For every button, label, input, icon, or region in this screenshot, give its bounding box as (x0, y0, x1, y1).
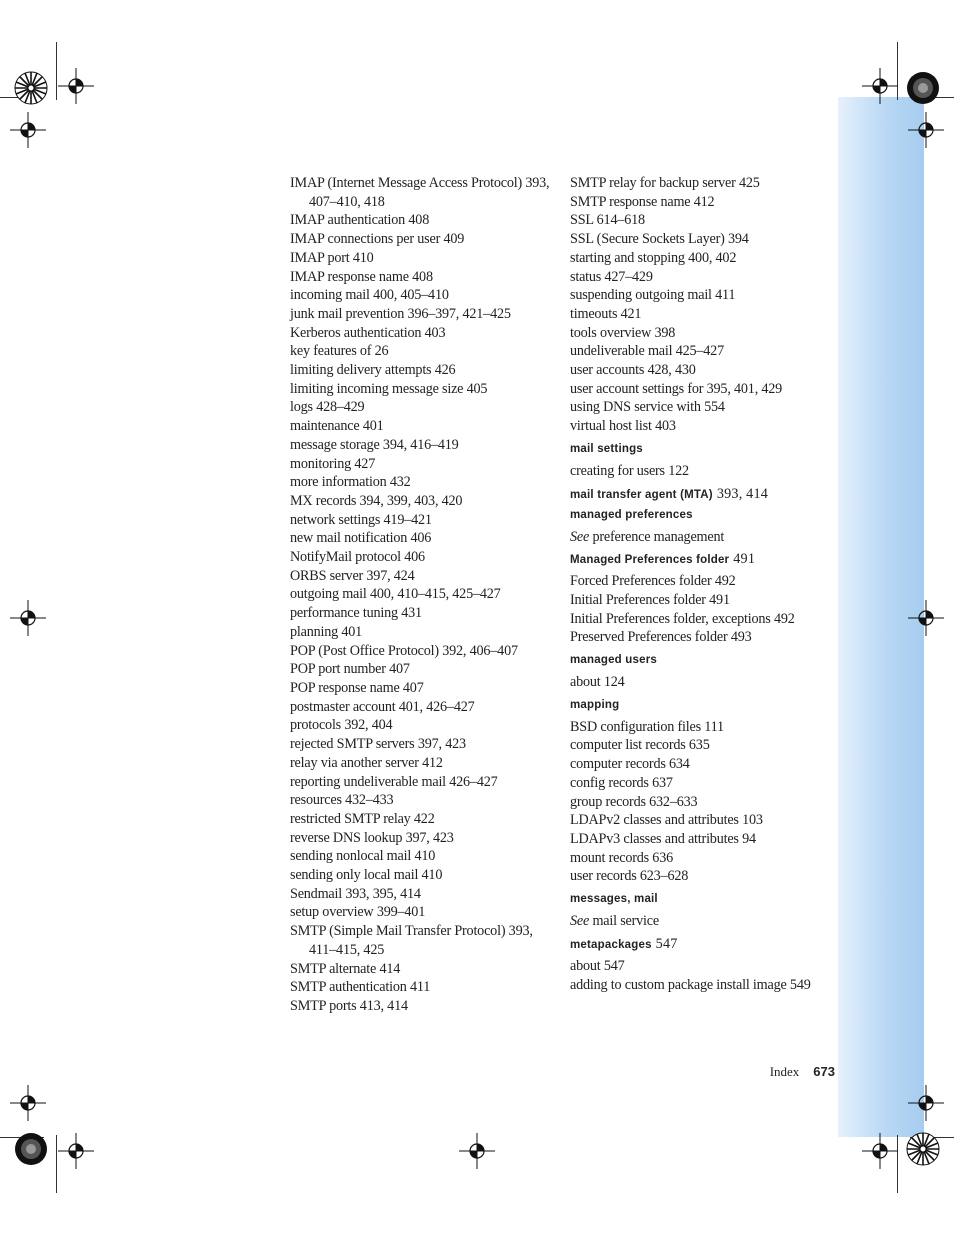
heading-pages: 393, 414 (716, 485, 769, 502)
index-entry: network settings 419–421 (290, 511, 432, 528)
index-entry: starting and stopping 400, 402 (570, 249, 737, 266)
index-entry: timeouts 421 (570, 305, 642, 322)
heading-label: Managed Preferences folder (570, 554, 730, 567)
registration-target-icon (58, 68, 94, 104)
index-entry: SSL (Secure Sockets Layer) 394 (570, 231, 749, 248)
index-entry: SMTP response name 412 (570, 193, 715, 210)
index-entry: POP (Post Office Protocol) 392, 406–407 (290, 642, 518, 659)
index-entry: ORBS server 397, 424 (290, 567, 415, 584)
heading-pages: 491 (733, 551, 756, 568)
index-entry: Kerberos authentication 403 (290, 324, 446, 341)
index-entry: Sendmail 393, 395, 414 (290, 885, 421, 902)
index-entry: reporting undeliverable mail 426–427 (290, 773, 498, 790)
index-entry: group records 632–633 (570, 793, 698, 810)
index-entry: user records 623–628 (570, 868, 689, 885)
index-heading: mapping (570, 698, 620, 711)
index-entry: Forced Preferences folder 492 (570, 573, 736, 590)
registration-target-icon (459, 1133, 495, 1169)
index-entry: using DNS service with 554 (570, 399, 725, 416)
index-heading (570, 552, 835, 567)
page-number: 673 (813, 1064, 835, 1079)
index-entry: Initial Preferences folder 491 (570, 591, 730, 608)
index-entry: sending only local mail 410 (290, 867, 443, 884)
index-entry: logs 428–429 (290, 399, 365, 416)
registration-target-icon (908, 112, 944, 148)
starburst-icon (906, 71, 940, 105)
section-label: Index (769, 1064, 800, 1079)
starburst-icon (14, 71, 48, 105)
registration-target-icon (908, 600, 944, 636)
registration-target-icon (862, 1133, 898, 1169)
index-entry: status 427–429 (570, 268, 653, 285)
see-word: See (570, 913, 590, 930)
index-entry: MX records 394, 399, 403, 420 (290, 492, 463, 509)
registration-target-icon (58, 1133, 94, 1169)
index-entry: virtual host list 403 (570, 418, 676, 435)
index-entry: SMTP (Simple Mail Transfer Protocol) 393, 411–415, 425 (290, 923, 533, 958)
index-entry: junk mail prevention 396–397, 421–425 (290, 305, 511, 322)
index-entry: POP response name 407 (290, 679, 424, 696)
index-entry: more information 432 (290, 474, 411, 491)
heading-label: mail transfer agent (MTA) (570, 488, 713, 501)
heading-pages: 547 (655, 935, 678, 952)
index-entry: Preserved Preferences folder 493 (570, 629, 752, 646)
index-entry: incoming mail 400, 405–410 (290, 287, 449, 304)
index-heading: managed preferences (570, 508, 693, 521)
index-entry: config records 637 (570, 774, 673, 791)
index-column-left (290, 174, 560, 1016)
index-entry: creating for users 122 (570, 462, 689, 479)
registration-target-icon (10, 1085, 46, 1121)
registration-target-icon (10, 600, 46, 636)
index-entry: monitoring 427 (290, 455, 376, 472)
index-entry: tools overview 398 (570, 324, 676, 341)
index-heading (570, 937, 835, 952)
index-entry: performance tuning 431 (290, 605, 422, 622)
index-entry: outgoing mail 400, 410–415, 425–427 (290, 586, 501, 603)
index-entry: IMAP connections per user 409 (290, 231, 465, 248)
index-entry: IMAP (Internet Message Access Protocol) 393, 407–410, 418 (290, 175, 550, 210)
index-column-right (570, 174, 835, 994)
index-entry: LDAPv3 classes and attributes 94 (570, 830, 756, 847)
index-entry: limiting delivery attempts 426 (290, 362, 456, 379)
see-word: See (570, 528, 590, 545)
index-heading: managed users (570, 654, 657, 667)
see-reference (570, 528, 835, 547)
index-entry: limiting incoming message size 405 (290, 380, 488, 397)
heading-label: metapackages (570, 938, 652, 951)
index-entry: new mail notification 406 (290, 530, 432, 547)
index-entry: rejected SMTP servers 397, 423 (290, 736, 466, 753)
index-entry: computer records 634 (570, 756, 690, 773)
page-footer (760, 1063, 835, 1081)
index-entry: POP port number 407 (290, 661, 410, 678)
index-entry: SSL 614–618 (570, 212, 645, 229)
index-entry: BSD configuration files 111 (570, 718, 724, 735)
registration-target-icon (862, 68, 898, 104)
starburst-icon (906, 1132, 940, 1166)
index-entry: suspending outgoing mail 411 (570, 287, 736, 304)
index-entry: NotifyMail protocol 406 (290, 549, 425, 566)
index-entry: IMAP authentication 408 (290, 212, 430, 229)
index-entry: IMAP port 410 (290, 249, 374, 266)
index-entry: message storage 394, 416–419 (290, 436, 459, 453)
index-entry: restricted SMTP relay 422 (290, 810, 435, 827)
index-heading: mail settings (570, 442, 643, 455)
index-entry: postmaster account 401, 426–427 (290, 698, 475, 715)
index-entry: SMTP alternate 414 (290, 960, 401, 977)
index-entry: user accounts 428, 430 (570, 362, 696, 379)
registration-target-icon (10, 112, 46, 148)
index-entry: about 547 (570, 957, 625, 974)
starburst-icon (14, 1132, 48, 1166)
see-reference (570, 912, 835, 931)
index-entry: LDAPv2 classes and attributes 103 (570, 812, 763, 829)
index-entry: reverse DNS lookup 397, 423 (290, 829, 454, 846)
index-entry: SMTP relay for backup server 425 (570, 175, 760, 191)
index-entry: key features of 26 (290, 343, 389, 360)
index-entry: computer list records 635 (570, 737, 710, 754)
index-entry: adding to custom package install image 549 (570, 976, 811, 993)
index-entry: mount records 636 (570, 849, 673, 866)
index-entry: resources 432–433 (290, 792, 394, 809)
see-target: mail service (589, 913, 659, 930)
index-heading (570, 487, 835, 502)
index-entry: IMAP response name 408 (290, 268, 433, 285)
index-entry: setup overview 399–401 (290, 904, 426, 921)
index-entry: planning 401 (290, 623, 363, 640)
index-entry: undeliverable mail 425–427 (570, 343, 724, 360)
index-entry: Initial Preferences folder, exceptions 492 (570, 610, 795, 627)
index-heading: messages, mail (570, 893, 658, 906)
index-entry: SMTP authentication 411 (290, 979, 431, 996)
index-entry: protocols 392, 404 (290, 717, 393, 734)
index-entry: maintenance 401 (290, 418, 384, 435)
registration-target-icon (908, 1085, 944, 1121)
index-entry: about 124 (570, 674, 625, 691)
see-target: preference management (589, 528, 725, 545)
index-entry: relay via another server 412 (290, 754, 443, 771)
index-entry: sending nonlocal mail 410 (290, 848, 436, 865)
index-entry: SMTP ports 413, 414 (290, 997, 408, 1014)
index-entry: user account settings for 395, 401, 429 (570, 380, 783, 397)
